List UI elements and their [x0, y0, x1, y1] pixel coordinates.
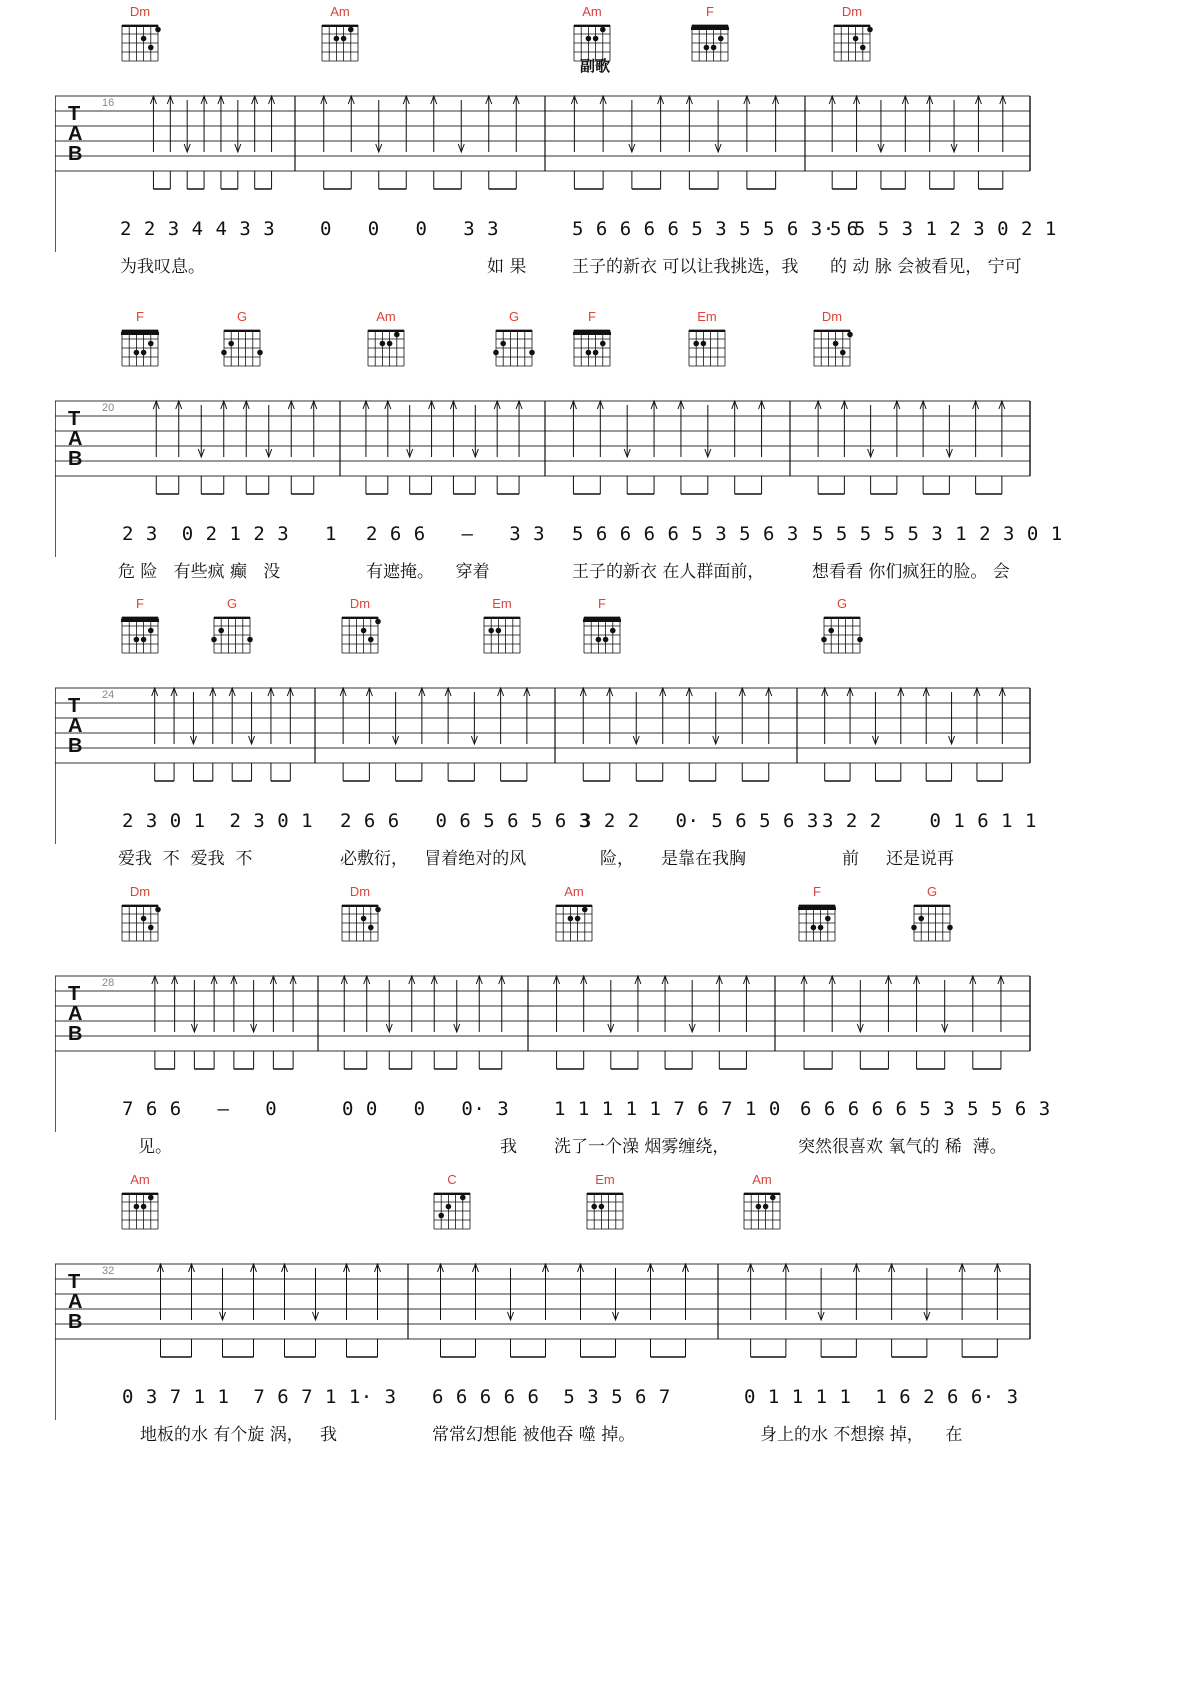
- finger-dot: [148, 925, 154, 931]
- finger-dot: [438, 1213, 444, 1219]
- jianpu-notes: 5 5 5 5 5 3 1 2 3 0 1: [812, 523, 1063, 545]
- finger-dot: [833, 341, 839, 347]
- jianpu-notes: 5 5 5 3 1 2 3 0 2 1: [830, 218, 1057, 240]
- finger-dot: [911, 925, 917, 931]
- finger-dot: [141, 916, 147, 922]
- chord-diagram: [795, 884, 839, 946]
- chord-grid: [570, 324, 614, 370]
- music-system: [0, 1168, 1200, 1488]
- music-system: [0, 592, 1200, 912]
- tab-staff: [55, 1260, 1135, 1440]
- chord-name: F: [706, 4, 714, 19]
- finger-dot: [763, 1204, 769, 1210]
- chord-grid: [118, 19, 162, 65]
- finger-dot: [368, 925, 374, 931]
- chord-diagram: [820, 596, 864, 658]
- finger-dot: [770, 1195, 776, 1201]
- finger-dot: [375, 907, 381, 913]
- chord-grid: [810, 324, 854, 370]
- finger-dot: [860, 45, 866, 51]
- chord-grid: [220, 324, 264, 370]
- finger-dot: [134, 1204, 140, 1210]
- chord-diagram: [220, 309, 264, 371]
- chord-diagram: [740, 1172, 784, 1234]
- finger-dot: [582, 907, 588, 913]
- finger-dot: [828, 628, 834, 634]
- chord-name: F: [588, 309, 596, 324]
- jianpu-notes: 1 1 1 1 1 7 6 7 1 0: [554, 1098, 781, 1120]
- chord-name: F: [598, 596, 606, 611]
- tab-clef: T A B: [68, 408, 83, 470]
- finger-dot: [811, 925, 817, 931]
- finger-dot: [586, 350, 592, 356]
- jianpu-notes: 0 3 7 1 1 7 6 7 1 1· 3: [122, 1386, 397, 1408]
- finger-dot: [141, 1204, 147, 1210]
- finger-dot: [257, 350, 263, 356]
- music-system: [0, 305, 1200, 625]
- finger-dot: [148, 628, 154, 634]
- jianpu-notes: 2 2 3 4 4 3 3: [120, 218, 276, 240]
- finger-dot: [591, 1204, 597, 1210]
- finger-dot: [134, 637, 140, 643]
- chord-grid: [795, 899, 839, 945]
- lyric-text: 爱我 不 爱我 不: [118, 849, 253, 869]
- chord-name: F: [136, 309, 144, 324]
- chord-grid: [830, 19, 874, 65]
- chord-name: Am: [564, 884, 584, 899]
- finger-dot: [918, 916, 924, 922]
- lyric-text: 身上的水 不想擦 掉， 在: [760, 1425, 963, 1445]
- finger-dot: [218, 628, 224, 634]
- measure-number: 32: [102, 1265, 115, 1277]
- finger-dot: [211, 637, 217, 643]
- chord-grid: [338, 611, 382, 657]
- lyric-text: 地板的水 有个旋 涡， 我: [140, 1425, 338, 1445]
- chord-grid: [430, 1187, 474, 1233]
- finger-dot: [818, 925, 824, 931]
- chord-name: F: [813, 884, 821, 899]
- finger-dot: [840, 350, 846, 356]
- chord-grid: [480, 611, 524, 657]
- chord-name: C: [447, 1172, 457, 1187]
- jianpu-notes: 2 6 6 0 6 5 6 5 6 3: [340, 810, 591, 832]
- finger-dot: [361, 628, 367, 634]
- finger-dot: [847, 332, 853, 338]
- chord-diagram: [118, 884, 162, 946]
- finger-dot: [500, 341, 506, 347]
- finger-dot: [380, 341, 386, 347]
- finger-dot: [711, 45, 717, 51]
- chord-name: G: [226, 596, 238, 611]
- chord-diagram: [338, 596, 382, 658]
- finger-dot: [493, 350, 499, 356]
- finger-dot: [155, 907, 161, 913]
- chord-grid: [552, 899, 596, 945]
- chord-diagram: [118, 4, 162, 66]
- finger-dot: [148, 341, 154, 347]
- finger-dot: [593, 350, 599, 356]
- finger-dot: [361, 916, 367, 922]
- jianpu-notes: 2 3 0 2 1 2 3 1: [122, 523, 337, 545]
- chord-diagram: [580, 596, 624, 658]
- finger-dot: [610, 628, 616, 634]
- lyric-text: 如 果: [487, 257, 527, 277]
- finger-dot: [529, 350, 535, 356]
- chord-grid: [118, 324, 162, 370]
- jianpu-notes: 7 6 6 – 0: [122, 1098, 278, 1120]
- lyric-text: 危 险 有些疯 癫 没: [118, 562, 281, 582]
- finger-dot: [600, 27, 606, 33]
- finger-dot: [821, 637, 827, 643]
- chord-grid: [492, 324, 536, 370]
- chord-diagram: [810, 309, 854, 371]
- chord-grid: [688, 19, 732, 65]
- lyric-text: 的 动 脉 会被看见， 宁可: [830, 257, 1022, 277]
- tab-staff: [55, 684, 1135, 864]
- finger-dot: [348, 27, 354, 33]
- jianpu-notes: 0 1 1 1 1 1 6 2 6 6· 3: [744, 1386, 1019, 1408]
- chord-diagram: [480, 596, 524, 658]
- music-system: [0, 0, 1200, 320]
- lyric-text: 洗了一个澡 烟雾缠绕，: [554, 1137, 730, 1157]
- chord-grid: [740, 1187, 784, 1233]
- finger-dot: [368, 637, 374, 643]
- finger-dot: [568, 916, 574, 922]
- jianpu-notes: 2 6 6 – 3 3: [366, 523, 546, 545]
- chord-grid: [118, 899, 162, 945]
- lyric-text: 突然很喜欢 氧气的 稀 薄。: [798, 1137, 1007, 1157]
- finger-dot: [496, 628, 502, 634]
- chord-name: G: [926, 884, 938, 899]
- chord-diagram: [118, 596, 162, 658]
- chord-diagram: [118, 309, 162, 371]
- tab-clef: T A B: [68, 983, 83, 1045]
- finger-dot: [701, 341, 707, 347]
- chord-grid: [118, 1187, 162, 1233]
- chord-name: G: [508, 309, 520, 324]
- chord-name: Dm: [129, 884, 151, 899]
- jianpu-notes: 6 6 6 6 6 5 3 5 5 6 3: [800, 1098, 1051, 1120]
- finger-dot: [148, 45, 154, 51]
- finger-dot: [867, 27, 873, 33]
- barre: [691, 27, 729, 30]
- tab-clef: T A B: [68, 695, 83, 757]
- barre: [798, 907, 836, 910]
- finger-dot: [247, 637, 253, 643]
- chord-name: Dm: [129, 4, 151, 19]
- finger-dot: [134, 350, 140, 356]
- jianpu-notes: 3 2 2 0 1 6 1 1: [822, 810, 1037, 832]
- finger-dot: [853, 36, 859, 42]
- chord-name: Em: [595, 1172, 615, 1187]
- jianpu-notes: 5 6 6 6 6 5 3 5 6 3: [572, 523, 799, 545]
- chord-diagram: [118, 1172, 162, 1234]
- measure-number: 28: [102, 977, 115, 989]
- jianpu-notes: 2 3 0 1 2 3 0 1: [122, 810, 314, 832]
- finger-dot: [460, 1195, 466, 1201]
- tab-staff: [55, 92, 1135, 272]
- finger-dot: [600, 341, 606, 347]
- chord-diagram: [583, 1172, 627, 1234]
- barre: [573, 332, 611, 335]
- chord-name: F: [136, 596, 144, 611]
- finger-dot: [718, 36, 724, 42]
- tab-staff: [55, 972, 1135, 1152]
- finger-dot: [334, 36, 340, 42]
- barre: [121, 332, 159, 335]
- chord-grid: [318, 19, 362, 65]
- lyric-text: 前 还是说再: [842, 849, 955, 869]
- finger-dot: [387, 341, 393, 347]
- chord-grid: [118, 611, 162, 657]
- finger-dot: [141, 36, 147, 42]
- chord-diagram: [338, 884, 382, 946]
- music-system: [0, 880, 1200, 1200]
- chord-diagram: [910, 884, 954, 946]
- lyric-text: 我: [500, 1137, 517, 1157]
- finger-dot: [857, 637, 863, 643]
- lyric-text: 为我叹息。: [120, 257, 205, 277]
- section-label: 副歌: [580, 57, 611, 75]
- chord-diagram: [318, 4, 362, 66]
- finger-dot: [446, 1204, 452, 1210]
- finger-dot: [603, 637, 609, 643]
- measure-number: 20: [102, 402, 115, 414]
- chord-diagram: [830, 4, 874, 66]
- chord-diagram: [364, 309, 408, 371]
- barre: [583, 619, 621, 622]
- finger-dot: [575, 916, 581, 922]
- finger-dot: [141, 637, 147, 643]
- lyric-text: 想看看 你们疯狂的脸。 会: [812, 562, 1010, 582]
- chord-name: G: [836, 596, 848, 611]
- finger-dot: [148, 1195, 154, 1201]
- barre: [121, 619, 159, 622]
- finger-dot: [394, 332, 400, 338]
- chord-diagram: [430, 1172, 474, 1234]
- chord-grid: [910, 899, 954, 945]
- jianpu-notes: 6 6 6 6 6 5 3 5 6 7: [432, 1386, 671, 1408]
- measure-number: 24: [102, 689, 115, 701]
- tab-clef: T A B: [68, 1271, 83, 1333]
- jianpu-notes: 3 2 2 0· 5 6 5 6 3: [580, 810, 819, 832]
- chord-name: Am: [130, 1172, 150, 1187]
- chord-name: Em: [492, 596, 512, 611]
- finger-dot: [488, 628, 494, 634]
- finger-dot: [756, 1204, 762, 1210]
- chord-name: Am: [752, 1172, 772, 1187]
- chord-grid: [364, 324, 408, 370]
- lyric-text: 必敷衍， 冒着绝对的风: [340, 849, 527, 869]
- chord-name: Dm: [841, 4, 863, 19]
- chord-diagram: [210, 596, 254, 658]
- jianpu-notes: 5 6 6 6 6 5 3 5 5 6 3· 6: [572, 218, 859, 240]
- jianpu-notes: 0 0 0 3 3: [320, 218, 500, 240]
- finger-dot: [947, 925, 953, 931]
- chord-diagram: [570, 309, 614, 371]
- chord-diagram: [552, 884, 596, 946]
- chord-diagram: [688, 4, 732, 66]
- lyric-text: 王子的新衣 可以让我挑选，我: [572, 257, 799, 277]
- chord-grid: [685, 324, 729, 370]
- finger-dot: [599, 1204, 605, 1210]
- finger-dot: [141, 350, 147, 356]
- chord-name: Dm: [349, 596, 371, 611]
- finger-dot: [155, 27, 161, 33]
- tab-staff: [55, 397, 1135, 577]
- measure-number: 16: [102, 97, 115, 109]
- chord-name: Am: [582, 4, 602, 19]
- chord-grid: [210, 611, 254, 657]
- finger-dot: [341, 36, 347, 42]
- finger-dot: [586, 36, 592, 42]
- chord-name: G: [236, 309, 248, 324]
- lyric-text: 险， 是靠在我胸: [600, 849, 747, 869]
- chord-name: Am: [330, 4, 350, 19]
- finger-dot: [825, 916, 831, 922]
- chord-name: Am: [376, 309, 396, 324]
- finger-dot: [693, 341, 699, 347]
- chord-name: Dm: [821, 309, 843, 324]
- lyric-text: 有遮掩。 穿着: [366, 562, 490, 582]
- chord-grid: [338, 899, 382, 945]
- chord-grid: [583, 1187, 627, 1233]
- jianpu-notes: 0 0 0 0· 3: [342, 1098, 510, 1120]
- chord-diagram: [492, 309, 536, 371]
- lyric-text: 见。: [138, 1137, 172, 1157]
- finger-dot: [228, 341, 234, 347]
- chord-grid: [820, 611, 864, 657]
- lyric-text: 常常幻想能 被他吞 噬 掉。: [432, 1425, 636, 1445]
- chord-name: Em: [697, 309, 717, 324]
- chord-diagram: [685, 309, 729, 371]
- finger-dot: [593, 36, 599, 42]
- finger-dot: [221, 350, 227, 356]
- chord-name: Dm: [349, 884, 371, 899]
- finger-dot: [375, 619, 381, 625]
- finger-dot: [596, 637, 602, 643]
- chord-grid: [580, 611, 624, 657]
- tab-clef: T A B: [68, 103, 83, 165]
- finger-dot: [704, 45, 710, 51]
- lyric-text: 王子的新衣 在人群面前，: [572, 562, 765, 582]
